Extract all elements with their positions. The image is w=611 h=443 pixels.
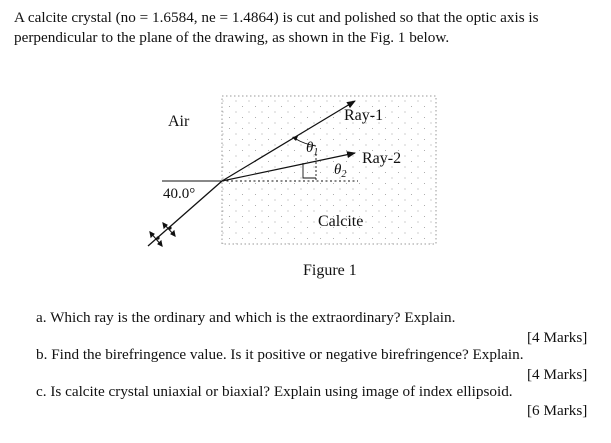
question-c-marks: [6 Marks] bbox=[527, 402, 588, 419]
polarization-dot-2 bbox=[168, 226, 171, 229]
question-b-letter: b. bbox=[36, 346, 48, 363]
theta-2-symbol-letter: θ bbox=[334, 162, 342, 178]
figure-caption: Figure 1 bbox=[303, 262, 357, 279]
air-label: Air bbox=[168, 113, 190, 130]
intro-line-2: perpendicular to the plane of the drawing, as shown in the Fig. 1 below. bbox=[14, 29, 450, 46]
intro-line-1: A calcite crystal (no = 1.6584, ne = 1.4864) is cut and polished so that the optic axis is bbox=[14, 9, 539, 26]
question-c-letter: c. bbox=[36, 383, 47, 400]
calcite-label: Calcite bbox=[318, 213, 364, 230]
theta-1-symbol-letter: θ bbox=[306, 140, 314, 156]
ray-1-label: Ray-1 bbox=[344, 107, 384, 124]
theta-1-subscript: 1 bbox=[313, 147, 319, 158]
theta-2-subscript: 2 bbox=[341, 169, 347, 180]
incidence-angle-label: 40.0° bbox=[163, 186, 196, 202]
question-a-marks: [4 Marks] bbox=[527, 329, 588, 346]
question-b bbox=[36, 346, 524, 364]
question-b-marks: [4 Marks] bbox=[527, 366, 588, 383]
question-a-text: Which ray is the ordinary and which is the extraordinary? Explain. bbox=[50, 309, 456, 326]
question-c-text: Is calcite crystal uniaxial or biaxial? Explain using image of index ellipsoid. bbox=[50, 383, 513, 400]
polarization-marker-2 bbox=[163, 223, 175, 236]
polarization-dot-1 bbox=[156, 236, 159, 239]
question-a bbox=[36, 309, 455, 327]
ray-2-label: Ray-2 bbox=[362, 150, 402, 167]
polarization-marker-1 bbox=[150, 232, 162, 246]
question-c bbox=[36, 383, 513, 401]
question-a-letter: a. bbox=[36, 309, 47, 326]
question-b-text: Find the birefringence value. Is it positive or negative birefringence? Explain. bbox=[51, 346, 524, 363]
